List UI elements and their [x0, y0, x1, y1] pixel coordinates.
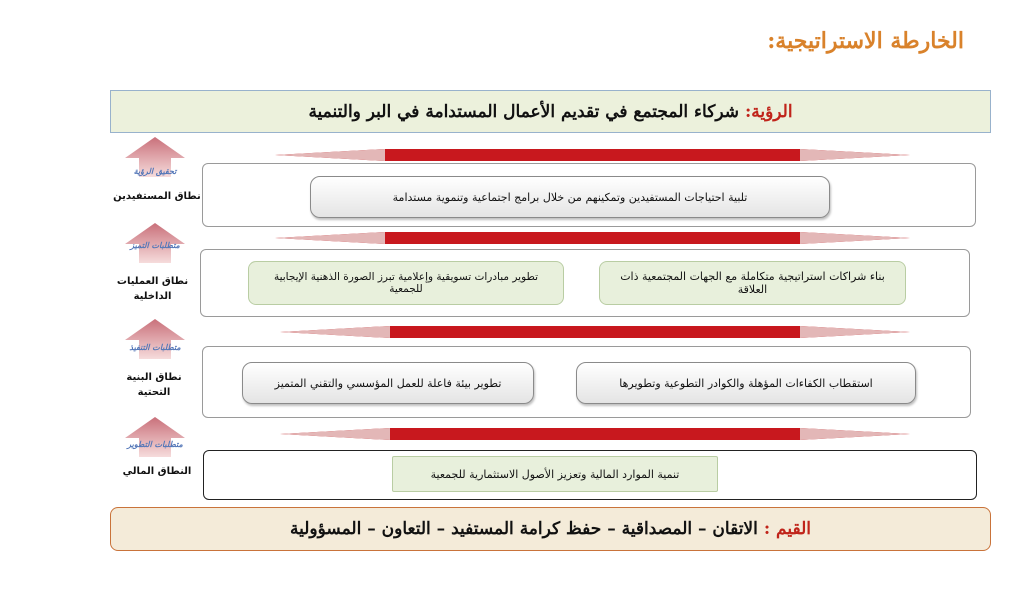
objective-institutional: تطوير بيئة فاعلة للعمل المؤسسي والتقني المتميز [242, 362, 534, 404]
scope-label-financial: النطاق المالي [122, 466, 192, 477]
page-title: الخارطة الاستراتيجية: [767, 28, 964, 54]
values-label: القيم : [763, 519, 811, 539]
values-banner [110, 507, 991, 551]
values-text: الاتقان – المصداقية – حفظ كرامة المستفيد – التعاون – المسؤولية [290, 519, 758, 539]
connector-beneficiaries-internal [275, 229, 910, 247]
scope-label-infrastructure: نطاق البنية التحتية [126, 372, 182, 398]
requirement-excellence: متطلبات التميز [130, 241, 180, 250]
objective-beneficiaries: تلبية احتياجات المستفيدين وتمكينهم من خلال برامج اجتماعية وتنموية مستدامة [310, 176, 830, 218]
objective-financial: تنمية الموارد المالية وتعزيز الأصول الاستثمارية للجمعية [392, 456, 718, 492]
connector-internal-infrastructure [280, 323, 910, 341]
scope-label-internal: نطاق العمليات الداخلية [116, 276, 189, 302]
connector-infrastructure-financial [280, 425, 910, 443]
requirement-vision: تحقيق الرؤية [133, 167, 177, 176]
up-arrow-icon [124, 318, 186, 360]
vision-text: شركاء المجتمع في تقديم الأعمال المستدامة في البر والتنمية [308, 101, 739, 122]
scope-label-beneficiaries: نطاق المستفيدين [113, 191, 201, 202]
requirement-development: متطلبات التطوير [127, 440, 183, 449]
vision-label: الرؤية: [744, 101, 793, 122]
objective-partnerships: بناء شراكات استراتيجية متكاملة مع الجهات المجتمعية ذات العلاقة [599, 261, 906, 305]
objective-marketing: تطوير مبادرات تسويقية وإعلامية تبرز الصورة الذهنية الإيجابية للجمعية [248, 261, 564, 305]
connector-vision-beneficiaries [275, 146, 910, 164]
up-arrow-icon [124, 416, 186, 458]
objective-talent: استقطاب الكفاءات المؤهلة والكوادر التطوعية وتطويرها [576, 362, 916, 404]
requirement-execution: متطلبات التنفيذ [129, 343, 181, 352]
vision-banner [110, 90, 991, 133]
